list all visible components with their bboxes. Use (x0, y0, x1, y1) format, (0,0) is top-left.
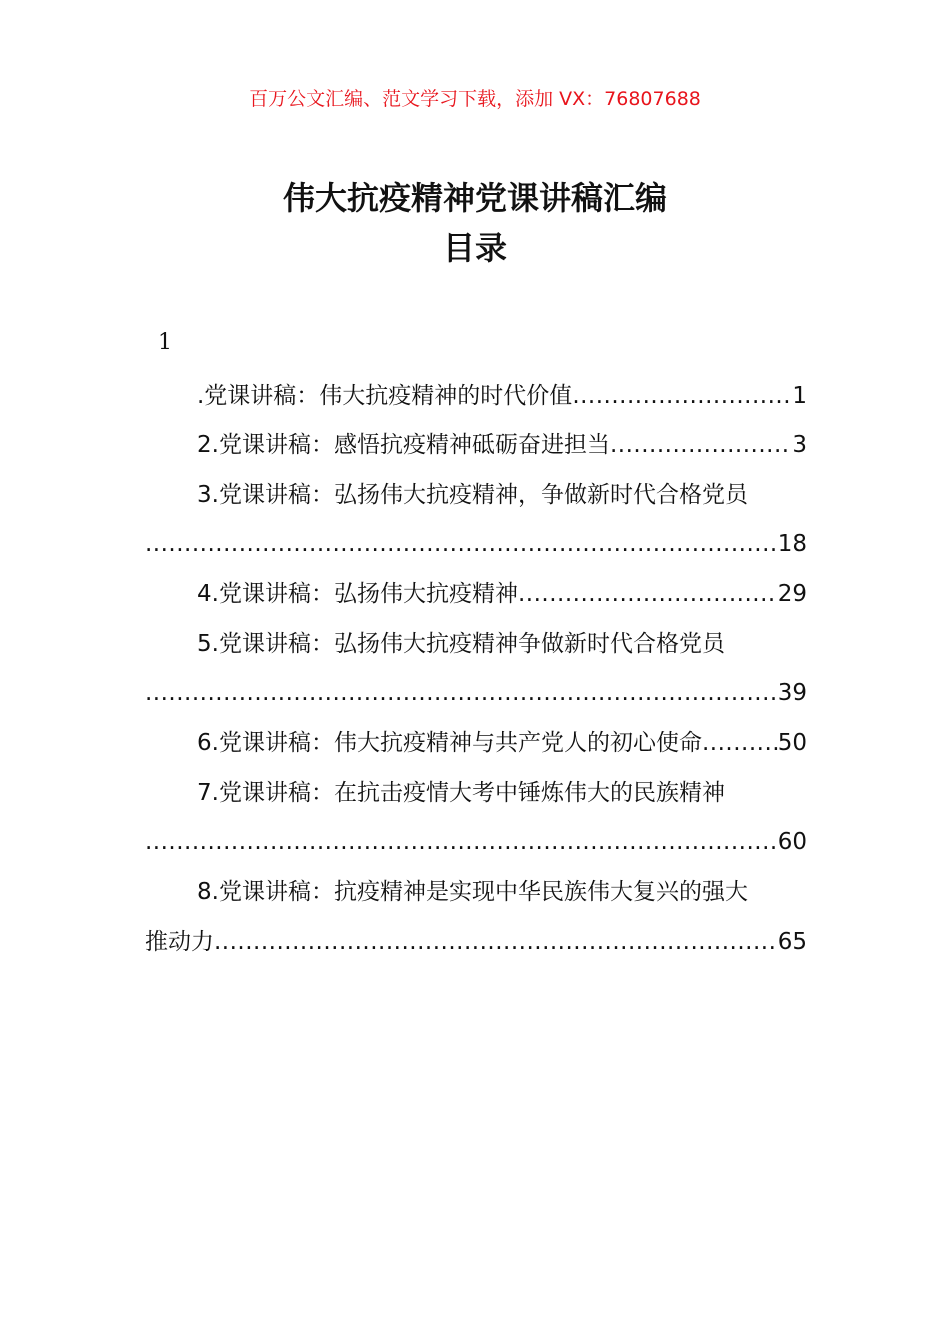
toc-leader-dots (214, 924, 778, 960)
toc-page-number: 60 (777, 829, 807, 855)
toc-leader-dots (145, 526, 778, 562)
toc-entry-title: 3.党课讲稿：弘扬伟大抗疫精神，争做新时代合格党员 (197, 482, 748, 508)
toc-entry-title: 6.党课讲稿：伟大抗疫精神与共产党人的初心使命 (197, 730, 702, 756)
toc-heading: 目录 (442, 229, 507, 267)
toc-entry-title: 2.党课讲稿：感悟抗疫精神砥砺奋进担当 (197, 432, 610, 458)
toc-leader-dots (518, 576, 778, 612)
toc-entry-title: 8.党课讲稿：抗疫精神是实现中华民族伟大复兴的强大 (197, 879, 748, 905)
toc-entry-7[interactable] (145, 775, 807, 811)
toc-entry-title-continued: 推动力 (145, 929, 214, 955)
toc-entry-2[interactable] (145, 427, 807, 463)
toc-page-number: 18 (777, 531, 807, 557)
toc-entry-4[interactable] (145, 576, 807, 612)
toc-entry-3-continuation[interactable] (145, 526, 807, 562)
toc-leader-dots (610, 427, 792, 463)
toc-entry-title: 7.党课讲稿：在抗击疫情大考中锤炼伟大的民族精神 (197, 780, 725, 806)
toc-entry-title: 5.党课讲稿：弘扬伟大抗疫精神争做新时代合格党员 (197, 631, 725, 657)
list-number-marker: 1 (158, 330, 172, 355)
toc-entry-5[interactable] (145, 626, 807, 662)
toc-page-number: 29 (777, 581, 807, 607)
toc-entry-6[interactable] (145, 725, 807, 761)
toc-page-number: 50 (777, 730, 807, 756)
toc-entry-title: .党课讲稿：伟大抗疫精神的时代价值 (197, 383, 573, 409)
document-title: 伟大抗疫精神党课讲稿汇编 (282, 179, 667, 217)
toc-entry-3[interactable] (145, 477, 807, 513)
toc-leader-dots (145, 675, 778, 711)
toc-entry-5-continuation[interactable] (145, 675, 807, 711)
toc-leader-dots (145, 824, 778, 860)
toc-page-number: 39 (777, 680, 807, 706)
header-watermark-note: 百万公文汇编、范文学习下载，添加 VX：76807688 (249, 88, 701, 110)
toc-entry-8-continuation[interactable] (145, 924, 807, 960)
toc-entry-7-continuation[interactable] (145, 824, 807, 860)
toc-page-number: 1 (792, 383, 807, 409)
toc-entry-8[interactable] (145, 874, 807, 910)
toc-entry-1[interactable] (145, 378, 807, 414)
toc-entry-title: 4.党课讲稿：弘扬伟大抗疫精神 (197, 581, 518, 607)
toc-leader-dots (702, 725, 778, 761)
toc-page-number: 3 (792, 432, 807, 458)
toc-page-number: 65 (777, 929, 807, 955)
toc-leader-dots (572, 378, 792, 414)
